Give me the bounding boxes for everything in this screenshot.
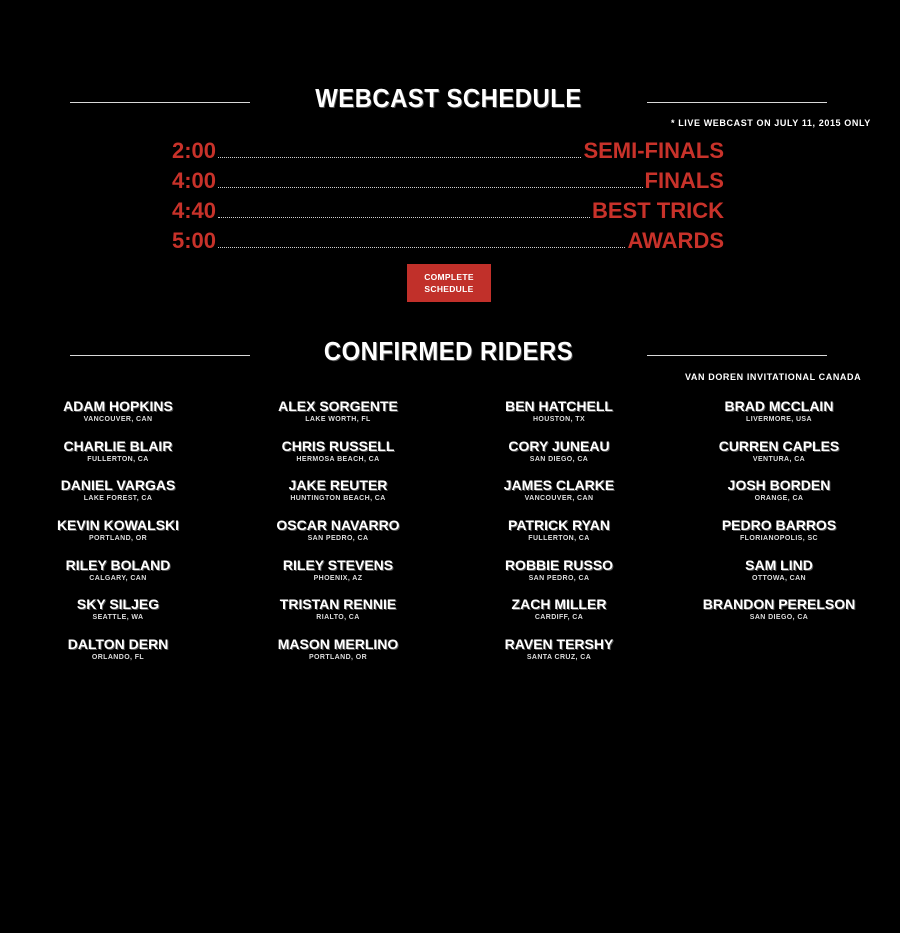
schedule-list xyxy=(172,134,724,254)
rider-location: FLORIANOPOLIS, SC xyxy=(740,535,818,543)
heading-rule-left xyxy=(70,355,250,356)
rider-location: CALGARY, CAN xyxy=(89,574,147,582)
dotted-leader xyxy=(218,186,643,188)
schedule-event: BEST TRICK xyxy=(592,198,724,223)
rider-location: FULLERTON, CA xyxy=(87,455,149,463)
rider-name: OSCAR NAVARRO xyxy=(276,517,400,534)
rider-location: VENTURA, CA xyxy=(752,455,806,463)
schedule-time: 4:40 xyxy=(172,198,217,223)
dotted-leader xyxy=(218,216,590,218)
rider-entry xyxy=(238,557,438,597)
schedule-event: FINALS xyxy=(644,168,724,193)
rider-name: PEDRO BARROS xyxy=(721,517,837,534)
rider-location: ORANGE, CA xyxy=(754,495,804,503)
rider-name: JOSH BORDEN xyxy=(727,477,831,494)
rider-name: SAM LIND xyxy=(745,556,813,573)
rider-entry xyxy=(238,477,438,517)
rider-entry xyxy=(679,517,879,557)
webcast-schedule-header xyxy=(0,83,900,123)
webcast-schedule-title: WEBCAST SCHEDULE xyxy=(315,83,582,113)
rider-name: CHRIS RUSSELL xyxy=(281,437,395,454)
schedule-event: SEMI-FINALS xyxy=(583,138,724,163)
rider-name: BRAD MCCLAIN xyxy=(724,398,834,414)
rider-name: MASON MERLINO xyxy=(277,636,399,653)
rider-location: PORTLAND, OR xyxy=(308,654,368,662)
rider-name: JAKE REUTER xyxy=(288,477,388,494)
rider-location: HOUSTON, TX xyxy=(532,416,586,423)
rider-entry xyxy=(459,636,659,676)
rider-name: DALTON DERN xyxy=(67,636,169,653)
rider-entry xyxy=(18,636,218,676)
heading-rule-left xyxy=(70,102,250,103)
confirmed-riders-header xyxy=(0,336,900,376)
rider-entry xyxy=(238,517,438,557)
schedule-row xyxy=(172,224,724,254)
complete-schedule-button[interactable]: COMPLETE SCHEDULE xyxy=(407,264,491,302)
rider-location: LAKE FOREST, CA xyxy=(83,495,153,503)
rider-location: PORTLAND, OR xyxy=(88,535,148,543)
rider-name: BRANDON PERELSON xyxy=(702,596,856,613)
rider-entry xyxy=(459,557,659,597)
rider-location: LIVERMORE, USA xyxy=(746,416,812,423)
rider-location: SEATTLE, WA xyxy=(92,614,144,622)
rider-entry xyxy=(679,477,879,517)
rider-location: SAN DIEGO, CA xyxy=(529,455,589,463)
rider-location: PHOENIX, AZ xyxy=(313,574,363,582)
rider-location: SAN DIEGO, CA xyxy=(749,614,809,622)
riders-column-4 xyxy=(679,398,879,636)
rider-name: SKY SILJEG xyxy=(76,596,160,613)
schedule-time: 2:00 xyxy=(172,138,217,163)
rider-entry xyxy=(18,517,218,557)
rider-entry xyxy=(679,438,879,478)
rider-location: VANCOUVER, CAN xyxy=(524,495,594,503)
rider-entry xyxy=(679,557,879,597)
rider-location: VANCOUVER, CAN xyxy=(83,416,153,423)
schedule-row xyxy=(172,194,724,224)
rider-name: CORY JUNEAU xyxy=(508,437,610,454)
rider-location: HUNTINGTON BEACH, CA xyxy=(290,495,386,503)
rider-name: PATRICK RYAN xyxy=(508,517,610,534)
rider-location: CARDIFF, CA xyxy=(534,614,584,622)
event-name-note: VAN DOREN INVITATIONAL CANADA xyxy=(685,372,862,382)
rider-entry xyxy=(18,438,218,478)
schedule-time: 4:00 xyxy=(172,168,217,193)
rider-name: BEN HATCHELL xyxy=(505,398,613,414)
rider-entry xyxy=(679,596,879,636)
rider-location: HERMOSA BEACH, CA xyxy=(296,455,380,463)
rider-location: SAN PEDRO, CA xyxy=(528,574,590,582)
rider-name: JAMES CLARKE xyxy=(503,477,615,494)
rider-name: KEVIN KOWALSKI xyxy=(56,517,180,534)
rider-location: FULLERTON, CA xyxy=(528,535,590,543)
heading-rule-right xyxy=(647,355,827,356)
rider-entry xyxy=(238,636,438,676)
rider-entry xyxy=(459,517,659,557)
rider-location: ORLANDO, FL xyxy=(91,654,145,662)
rider-location: LAKE WORTH, FL xyxy=(305,416,371,423)
rider-name: ZACH MILLER xyxy=(511,596,607,613)
schedule-row xyxy=(172,164,724,194)
rider-entry xyxy=(459,438,659,478)
riders-column-2 xyxy=(238,398,438,676)
schedule-event: AWARDS xyxy=(627,228,724,253)
rider-entry xyxy=(459,477,659,517)
webcast-note: * LIVE WEBCAST ON JULY 11, 2015 ONLY xyxy=(671,118,871,128)
rider-location: SANTA CRUZ, CA xyxy=(526,654,592,662)
rider-entry xyxy=(18,477,218,517)
rider-name: ROBBIE RUSSO xyxy=(504,556,614,573)
schedule-row xyxy=(172,134,724,164)
schedule-time: 5:00 xyxy=(172,228,217,253)
dotted-leader xyxy=(218,246,625,248)
riders-column-3 xyxy=(459,398,659,676)
rider-entry xyxy=(18,557,218,597)
rider-entry xyxy=(238,438,438,478)
rider-entry xyxy=(679,398,879,438)
rider-name: RILEY BOLAND xyxy=(65,556,171,573)
confirmed-riders-title: CONFIRMED RIDERS xyxy=(323,336,574,366)
rider-entry xyxy=(459,398,659,438)
heading-rule-right xyxy=(647,102,827,103)
rider-name: CHARLIE BLAIR xyxy=(63,437,173,454)
rider-location: OTTOWA, CAN xyxy=(751,574,807,582)
rider-name: RAVEN TERSHY xyxy=(504,636,614,653)
rider-entry xyxy=(18,398,218,438)
riders-column-1 xyxy=(18,398,218,676)
rider-name: RILEY STEVENS xyxy=(282,556,394,573)
rider-name: ALEX SORGENTE xyxy=(278,398,398,414)
rider-entry xyxy=(459,596,659,636)
dotted-leader xyxy=(218,156,581,158)
rider-name: ADAM HOPKINS xyxy=(63,398,173,414)
rider-entry xyxy=(238,398,438,438)
rider-name: CURREN CAPLES xyxy=(718,437,840,454)
rider-location: RIALTO, CA xyxy=(316,614,360,622)
rider-entry xyxy=(18,596,218,636)
rider-location: SAN PEDRO, CA xyxy=(307,535,369,543)
rider-name: DANIEL VARGAS xyxy=(60,477,176,494)
rider-name: TRISTAN RENNIE xyxy=(279,596,397,613)
rider-entry xyxy=(238,596,438,636)
